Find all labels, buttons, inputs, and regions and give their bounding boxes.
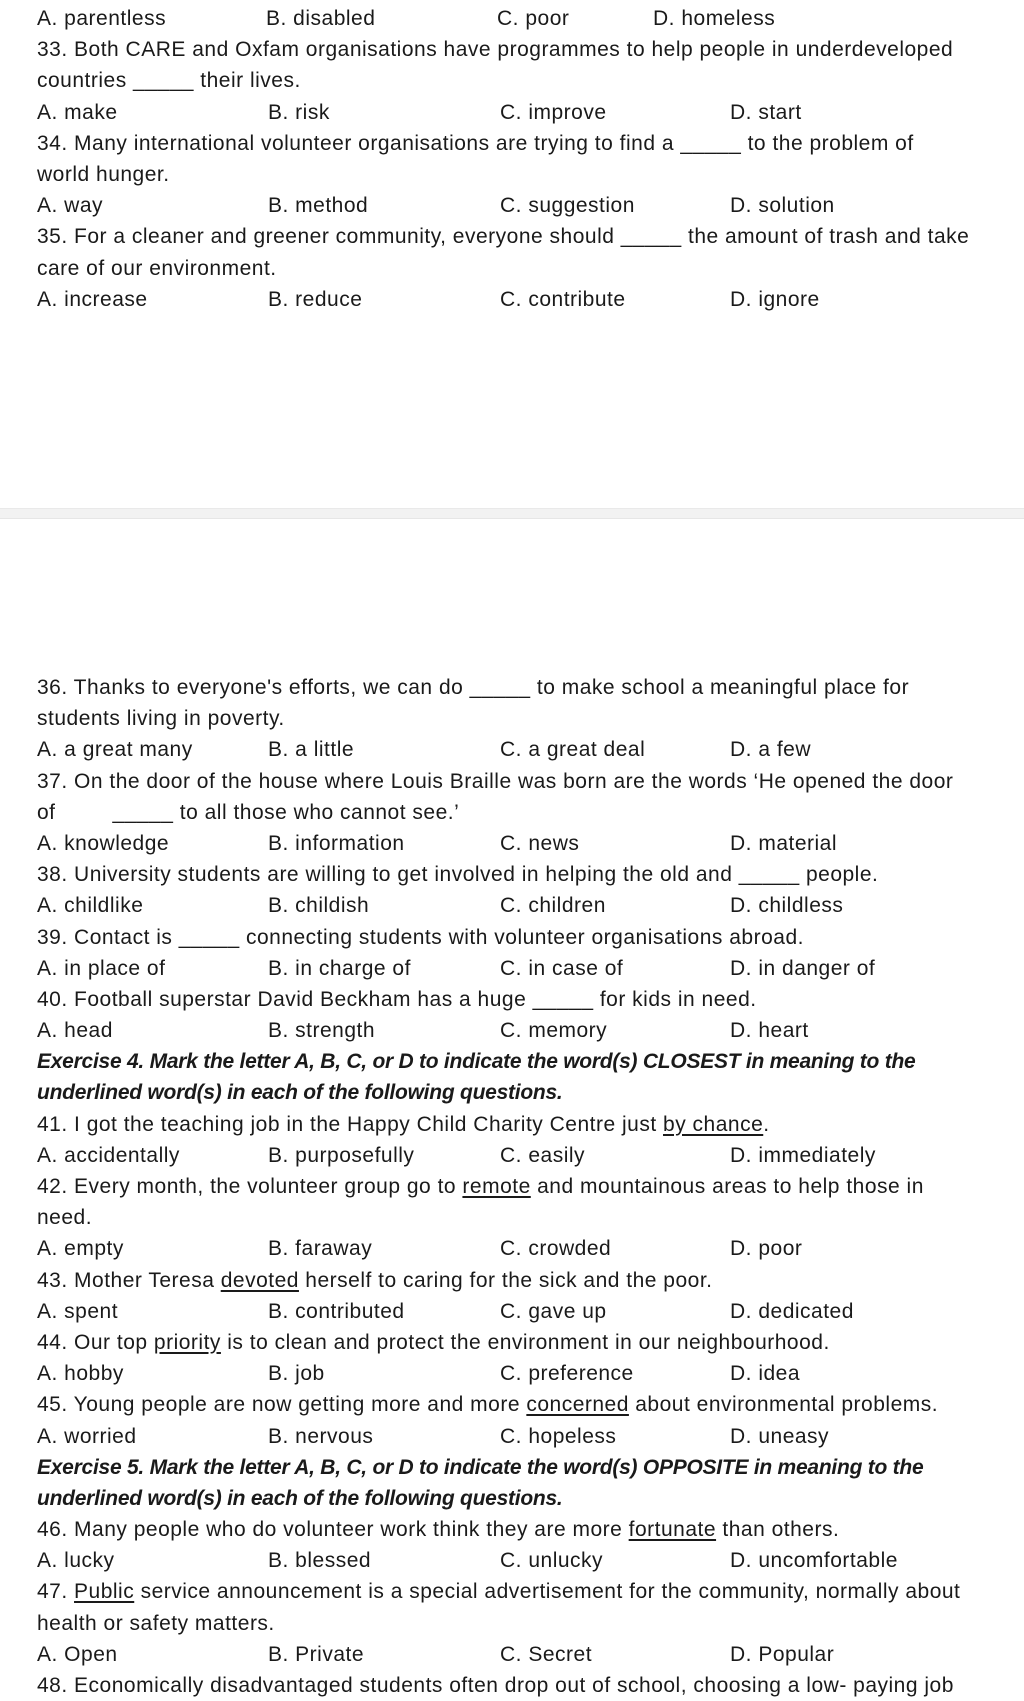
question-text-line [37, 703, 1024, 734]
underlined-term: by chance [663, 1112, 764, 1136]
answer-options-row [37, 1545, 1024, 1576]
underlined-term: Public [74, 1580, 135, 1604]
answer-options-row [37, 1296, 1024, 1327]
option-a: A. empty [37, 1237, 124, 1261]
option-d: D. a few [730, 738, 812, 762]
option-c: C. contribute [500, 287, 626, 311]
option-a: A. make [37, 100, 118, 124]
option-c: C. hopeless [500, 1424, 617, 1448]
text-segment: 38. University students are willing to get involved in helping the old and _____ people. [37, 863, 879, 887]
option-b: B. faraway [268, 1237, 373, 1261]
text-segment: herself to caring for the sick and the poor. [298, 1268, 713, 1292]
option-a: A. a great many [37, 738, 193, 762]
text-segment: underlined word(s) in each of the following questions. [37, 1486, 563, 1510]
answer-options-row [37, 890, 1024, 921]
option-b: B. Private [268, 1642, 365, 1666]
question-text-line [37, 34, 1024, 65]
option-d: D. Popular [730, 1642, 835, 1666]
answer-options-row [37, 1639, 1024, 1670]
question-text-line [37, 1389, 1024, 1420]
option-b: B. job [268, 1362, 325, 1386]
option-d: D. idea [730, 1362, 801, 1386]
option-a: A. spent [37, 1299, 119, 1323]
underlined-term: fortunate [628, 1518, 717, 1542]
option-b: B. contributed [268, 1299, 405, 1323]
option-d: D. homeless [653, 7, 776, 30]
option-d: D. in danger of [730, 956, 876, 980]
question-text-line [37, 797, 1024, 828]
option-c: C. memory [500, 1019, 608, 1043]
option-a: A. worried [37, 1424, 137, 1448]
text-segment: health or safety matters. [37, 1611, 275, 1635]
text-segment: 47. [37, 1580, 75, 1604]
answer-options-row [37, 1140, 1024, 1171]
option-d: D. immediately [730, 1143, 876, 1167]
option-b: B. reduce [268, 287, 363, 311]
text-segment: 36. Thanks to everyone's efforts, we can do _____ to make school a meaningful place for [37, 676, 910, 699]
option-b: B. disabled [266, 7, 376, 30]
text-segment: 46. Many people who do volunteer work think they are more [37, 1518, 629, 1542]
option-c: C. easily [500, 1143, 586, 1167]
option-a: A. increase [37, 287, 148, 311]
text-segment: 43. Mother Teresa [37, 1268, 221, 1292]
question-text-line [37, 65, 1024, 96]
option-c: C. poor [497, 7, 570, 30]
option-b: B. childish [268, 894, 370, 918]
option-d: D. start [730, 100, 802, 124]
page-1-text-block [37, 3, 1024, 315]
text-segment: Exercise 4. Mark the letter A, B, C, or D to indicate the word(s) CLOSEST in meaning to the [37, 1050, 916, 1074]
text-segment: 41. I got the teaching job in the Happy Child Charity Centre just [37, 1112, 664, 1136]
option-c: C. news [500, 831, 580, 855]
answer-options-row [37, 1358, 1024, 1389]
text-segment: countries _____ their lives. [37, 69, 301, 93]
text-segment: 37. On the door of the house where Louis Braille was born are the words ‘He opened the door [37, 769, 954, 793]
question-text-line [37, 766, 1024, 797]
answer-options-row [37, 953, 1024, 984]
question-text-line [37, 1265, 1024, 1296]
text-segment: and mountainous areas to help those in [530, 1175, 924, 1198]
text-segment: students living in poverty. [37, 707, 285, 731]
exercise-header-line [37, 1483, 1024, 1514]
option-a: A. lucky [37, 1549, 115, 1573]
option-c: C. preference [500, 1362, 634, 1386]
text-segment: 40. Football superstar David Beckham has a huge _____ for kids in need. [37, 987, 757, 1011]
option-d: D. uneasy [730, 1424, 830, 1448]
option-d: D. uncomfortable [730, 1549, 898, 1573]
text-segment: 34. Many international volunteer organisations are trying to find a _____ to the problem of [37, 131, 914, 155]
option-c: C. suggestion [500, 194, 635, 218]
text-segment: 45. Young people are now getting more and more [37, 1393, 527, 1417]
option-b: B. nervous [268, 1424, 374, 1448]
question-text-line [37, 1576, 1024, 1607]
option-b: B. method [268, 194, 369, 218]
question-text-line [37, 859, 1024, 890]
option-a: A. hobby [37, 1362, 124, 1386]
question-text-line [37, 1608, 1024, 1639]
option-d: D. ignore [730, 287, 820, 311]
option-a: A. head [37, 1019, 113, 1043]
question-text-line [37, 128, 1024, 159]
option-c: C. Secret [500, 1642, 593, 1666]
question-text-line [37, 1202, 1024, 1233]
option-b: B. blessed [268, 1549, 372, 1573]
text-segment: 39. Contact is _____ connecting students with volunteer organisations abroad. [37, 925, 804, 949]
question-text-line [37, 984, 1024, 1015]
underlined-term: devoted [220, 1268, 299, 1292]
text-segment: service announcement is a special advertisement for the community, normally about [134, 1580, 961, 1604]
text-segment: than others. [716, 1518, 840, 1542]
option-a: A. parentless [37, 7, 167, 30]
text-segment: need. [37, 1206, 93, 1230]
option-c: C. a great deal [500, 738, 646, 762]
option-d: D. childless [730, 894, 844, 918]
page-2-text-block [37, 672, 1024, 1701]
question-text-line [37, 1171, 1024, 1202]
option-a: A. accidentally [37, 1143, 180, 1167]
answer-options-row [37, 1421, 1024, 1452]
question-text-line [37, 1109, 1024, 1140]
text-segment: of _____ to all those who cannot see.’ [37, 800, 460, 824]
question-text-line [37, 672, 1024, 703]
option-d: D. solution [730, 194, 835, 218]
answer-options-row [37, 3, 1024, 34]
text-segment: care of our environment. [37, 256, 277, 280]
answer-options-row [37, 97, 1024, 128]
option-c: C. unlucky [500, 1549, 604, 1573]
option-c: C. improve [500, 100, 607, 124]
question-text-line [37, 1670, 1024, 1701]
text-segment: about environmental problems. [628, 1393, 939, 1417]
answer-options-row [37, 1015, 1024, 1046]
option-a: A. Open [37, 1642, 118, 1666]
exercise-header-line [37, 1452, 1024, 1483]
underlined-term: priority [153, 1330, 221, 1354]
option-c: C. gave up [500, 1299, 607, 1323]
option-b: B. purposefully [268, 1143, 415, 1167]
underlined-term: concerned [526, 1393, 629, 1417]
underlined-term: remote [462, 1175, 531, 1198]
text-segment: 48. Economically disadvantaged students often drop out of school, choosing a low- paying job [37, 1674, 954, 1697]
exercise-header-line [37, 1077, 1024, 1108]
option-c: C. crowded [500, 1237, 612, 1261]
option-c: C. children [500, 894, 606, 918]
answer-options-row [37, 828, 1024, 859]
option-b: B. strength [268, 1019, 376, 1043]
option-d: D. material [730, 831, 838, 855]
option-a: A. knowledge [37, 831, 170, 855]
option-d: D. dedicated [730, 1299, 854, 1323]
question-text-line [37, 221, 1024, 252]
text-segment: Exercise 5. Mark the letter A, B, C, or D to indicate the word(s) OPPOSITE in meaning to the [37, 1455, 924, 1479]
answer-options-row [37, 284, 1024, 315]
option-a: A. in place of [37, 956, 166, 980]
text-segment: underlined word(s) in each of the following questions. [37, 1081, 563, 1105]
text-segment: . [763, 1112, 770, 1136]
option-b: B. risk [268, 100, 330, 124]
text-segment: world hunger. [37, 162, 170, 186]
text-segment: 44. Our top [37, 1330, 154, 1354]
question-text-line [37, 159, 1024, 190]
page-break-separator [0, 508, 1024, 519]
question-text-line [37, 1327, 1024, 1358]
option-c: C. in case of [500, 956, 624, 980]
option-a: A. way [37, 194, 104, 218]
option-d: D. heart [730, 1019, 809, 1043]
text-segment: 42. Every month, the volunteer group go to [37, 1175, 463, 1198]
text-segment: 33. Both CARE and Oxfam organisations have programmes to help people in underdeveloped [37, 38, 954, 62]
question-text-line [37, 922, 1024, 953]
exercise-header-line [37, 1046, 1024, 1077]
answer-options-row [37, 734, 1024, 765]
option-b: B. a little [268, 738, 355, 762]
question-text-line [37, 1514, 1024, 1545]
text-segment: is to clean and protect the environment in our neighbourhood. [220, 1330, 830, 1354]
answer-options-row [37, 1233, 1024, 1264]
text-segment: 35. For a cleaner and greener community, everyone should _____ the amount of trash and take [37, 225, 970, 249]
question-text-line [37, 253, 1024, 284]
option-a: A. childlike [37, 894, 144, 918]
answer-options-row [37, 190, 1024, 221]
option-b: B. information [268, 831, 405, 855]
option-d: D. poor [730, 1237, 803, 1261]
option-b: B. in charge of [268, 956, 411, 980]
